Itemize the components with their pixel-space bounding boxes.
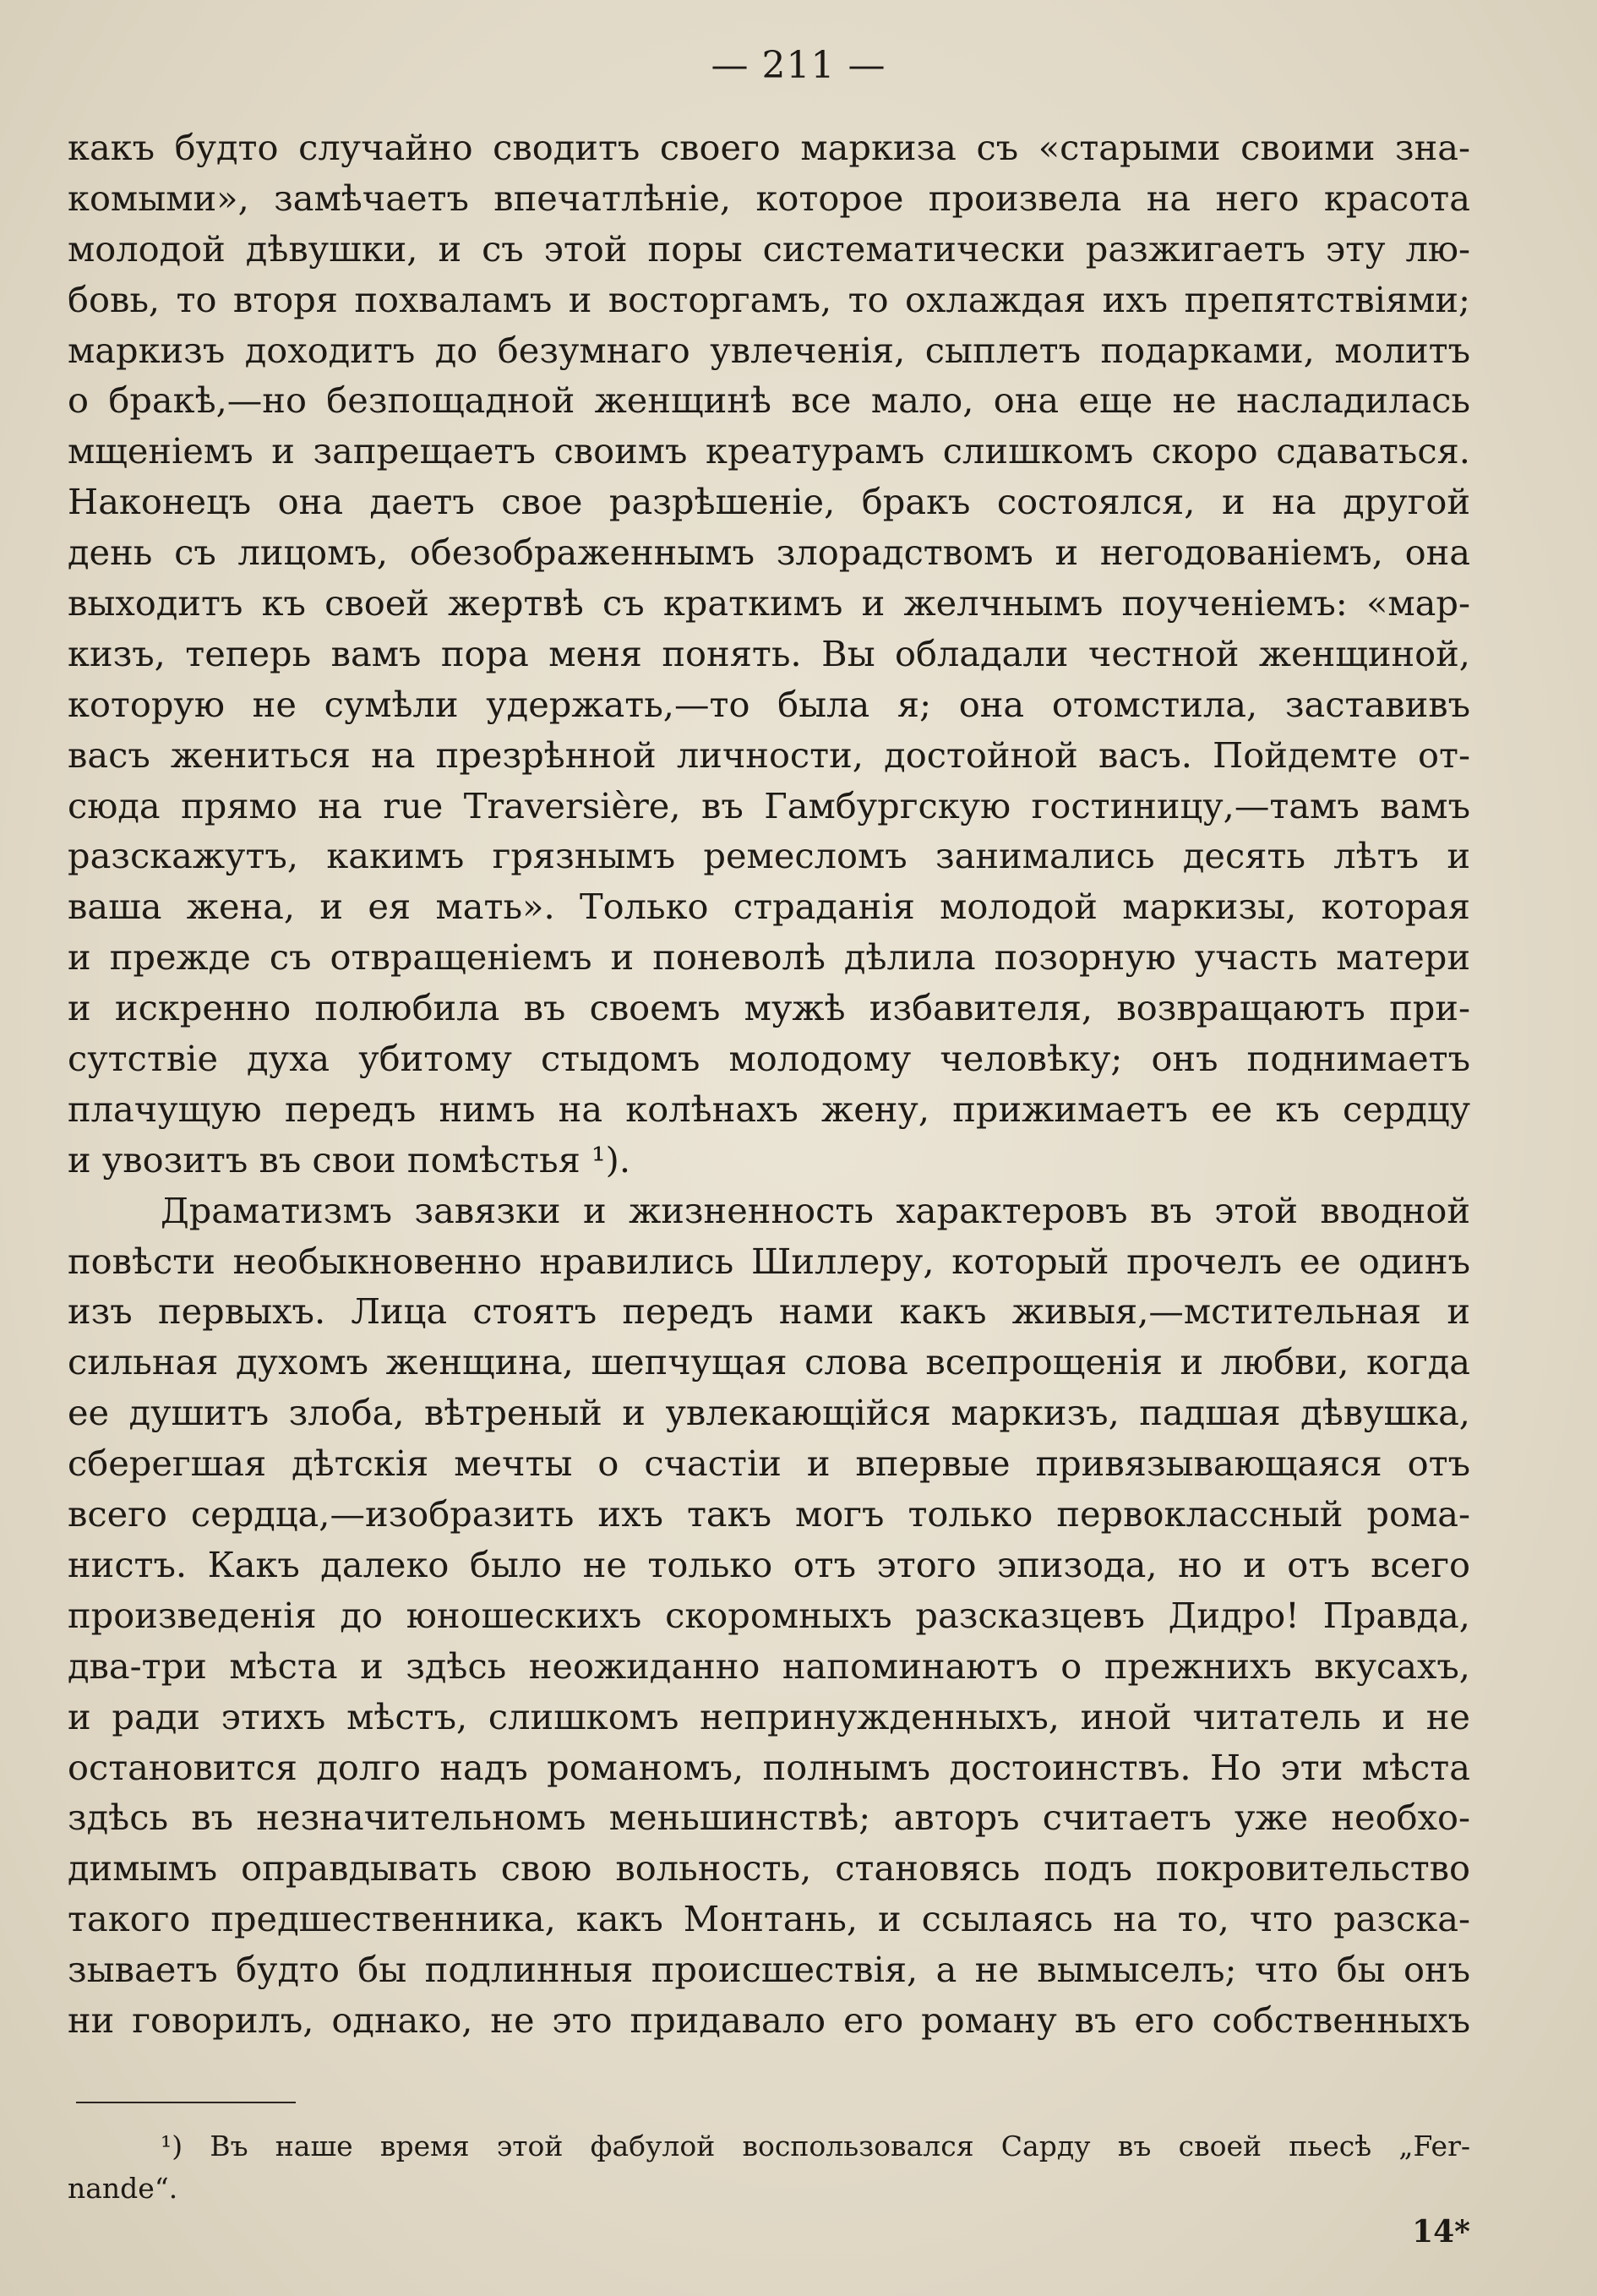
text-line: о бракѣ,—но безпощадной женщинѣ все мало, она еще не насладилась <box>68 379 1470 422</box>
text-line: произведенія до юношескихъ скоромныхъ разсказцевъ Дидро! Правда, <box>68 1594 1470 1636</box>
text-line: плачущую передъ нимъ на колѣнахъ жену, прижимаетъ ее къ сердцу <box>68 1088 1470 1130</box>
text-line: ваша жена, и ея мать». Только страданія молодой маркизы, которая <box>68 886 1470 928</box>
text-line: бовь, то вторя похваламъ и восторгамъ, то охлаждая ихъ препятствіями; <box>68 278 1470 320</box>
text-line: сберегшая дѣтскія мечты о счастіи и впервые привязывающаяся отъ <box>68 1442 1470 1485</box>
text-line: комыми», замѣчаетъ впечатлѣніе, которое произвела на него красота <box>68 177 1470 219</box>
text-line: ее душитъ злоба, вѣтреный и увлекающійся маркизъ, падшая дѣвушка, <box>68 1392 1470 1434</box>
text-line: день съ лицомъ, обезображеннымъ злорадствомъ и негодованіемъ, она <box>68 532 1470 574</box>
text-line: здѣсь въ незначительномъ меньшинствѣ; авторъ считаетъ уже необхо- <box>68 1797 1470 1839</box>
text-line: маркизъ доходитъ до безумнаго увлеченія, сыплетъ подарками, молитъ <box>68 329 1470 371</box>
text-line: сутствіе духа убитому стыдомъ молодому человѣку; онъ поднимаетъ <box>68 1038 1470 1080</box>
text-line: которую не сумѣли удержать,—то была я; она отомстила, заставивъ <box>68 683 1470 725</box>
text-line: два-три мѣста и здѣсь неожиданно напоминаютъ о прежнихъ вкусахъ, <box>68 1644 1470 1687</box>
text-line: и искренно полюбила въ своемъ мужѣ избавителя, возвращаютъ при- <box>68 987 1470 1029</box>
text-line: остановится долго надъ романомъ, полнымъ достоинствъ. Но эти мѣста <box>68 1746 1470 1788</box>
text-line: всего сердца,—изобразить ихъ такъ могъ только первоклассный рома- <box>68 1493 1470 1535</box>
text-line: васъ жениться на презрѣнной личности, достойной васъ. Пойдемте от- <box>68 734 1470 776</box>
text-line: ни говорилъ, однако, не это придавало его роману въ его собственныхъ <box>68 1999 1470 2041</box>
text-line: Наконецъ она даетъ свое разрѣшеніе, бракъ состоялся, и на другой <box>68 481 1470 523</box>
text-line: нистъ. Какъ далеко было не только отъ этого эпизода, но и отъ всего <box>68 1543 1470 1585</box>
text-line: разскажутъ, какимъ грязнымъ ремесломъ занимались десять лѣтъ и <box>68 835 1470 877</box>
footnote-line: nande“. <box>68 2172 178 2205</box>
footnote-line: ¹) Въ наше время этой фабулой воспользовался Сарду въ своей пьесѣ „Fer- <box>161 2130 1470 2162</box>
main-text <box>68 123 1470 2046</box>
text-line: такого предшественника, какъ Монтань, и ссылаясь на то, что разска- <box>68 1898 1470 1940</box>
text-line: кизъ, теперь вамъ пора меня понять. Вы обладали честной женщиной, <box>68 632 1470 674</box>
text-line: и увозитъ въ свои помѣстья ¹). <box>68 1138 631 1181</box>
printer-signature: 14* <box>1412 2214 1470 2250</box>
text-line: молодой дѣвушки, и съ этой поры систематически разжигаетъ эту лю- <box>68 227 1470 270</box>
text-line: сюда прямо на rue Traversière, въ Гамбургскую гостиницу,—тамъ вамъ <box>68 784 1470 826</box>
text-line: и прежде съ отвращеніемъ и поневолѣ дѣлила позорную участь матери <box>68 936 1470 979</box>
text-line: какъ будто случайно сводитъ своего маркиза съ «старыми своими зна- <box>68 127 1470 168</box>
text-line: Драматизмъ завязки и жизненность характеровъ въ этой вводной <box>161 1189 1470 1231</box>
text-line: выходитъ къ своей жертвѣ съ краткимъ и желчнымъ поученіемъ: «мар- <box>68 582 1470 624</box>
footnote-divider <box>76 2102 296 2103</box>
text-line: зываетъ будто бы подлинныя происшествія, а не вымыселъ; что бы онъ <box>68 1949 1470 1991</box>
footnotes <box>68 2125 1470 2210</box>
text-line: димымъ оправдывать свою вольность, становясь подъ покровительство <box>68 1847 1470 1890</box>
text-line: сильная духомъ женщина, шепчущая слова всепрощенія и любви, когда <box>68 1341 1470 1383</box>
text-line: изъ первыхъ. Лица стоятъ передъ нами какъ живыя,—мстительная и <box>68 1290 1470 1333</box>
text-line: и ради этихъ мѣстъ, слишкомъ непринужденныхъ, иной читатель и не <box>68 1695 1470 1737</box>
text-line: мщеніемъ и запрещаетъ своимъ креатурамъ слишкомъ скоро сдаваться. <box>68 430 1470 472</box>
text-line: повѣсти необыкновенно нравились Шиллеру, который прочелъ ее одинъ <box>68 1240 1470 1282</box>
page-number: — 211 — <box>711 44 886 87</box>
